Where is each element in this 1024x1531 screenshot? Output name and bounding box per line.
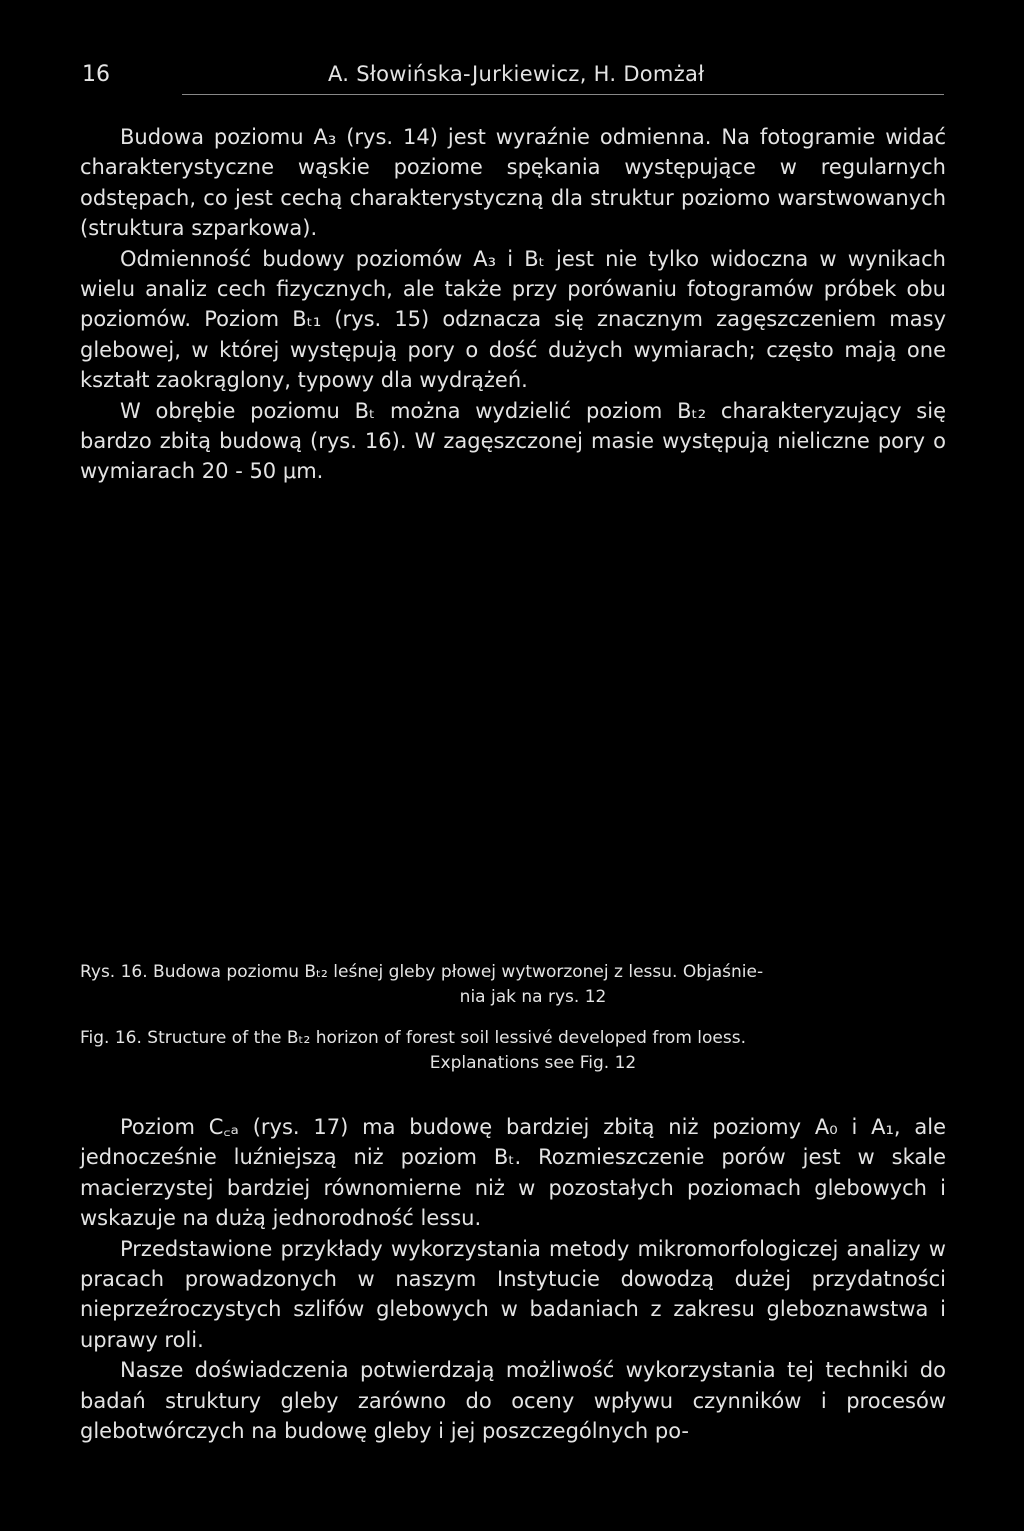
- figure-caption-english: [80, 1026, 946, 1076]
- paragraph: Przedstawione przykłady wykorzystania metody mikromorfologiczej analizy w pracach prowadzonych w naszym Instytucie dowodzą dużej przydatności nieprzeźroczystych szlifów glebowych w badaniach z zakresu gleboznawstwa i uprawy roli.: [80, 1236, 946, 1352]
- paragraph: W obrębie poziomu Bₜ można wydzielić poziom Bₜ₂ charakteryzujący się bardzo zbitą budową (rys. 16). W zagęszczonej masie występują nieliczne pory o wymiarach 20 - 50 μm.: [80, 398, 946, 484]
- running-head: A. Słowińska-Jurkiewicz, H. Domżał: [328, 62, 705, 86]
- page-header: [0, 58, 1024, 98]
- figure-photograph: [80, 510, 946, 940]
- caption-line: Rys. 16. Budowa poziomu Bₜ₂ leśnej gleby płowej wytworzonej z lessu. Objaśnie-: [80, 962, 764, 982]
- paragraph: Nasze doświadczenia potwierdzają możliwość wykorzystania tej techniki do badań struktury gleby zarówno do oceny wpływu czynników i procesów glebotwórczych na budowę gleby i jej poszczególnych po-: [80, 1358, 946, 1444]
- caption-line: Fig. 16. Structure of the Bₜ₂ horizon of forest soil lessivé developed from loess.: [80, 1028, 746, 1048]
- caption-line: Explanations see Fig. 12: [429, 1053, 637, 1073]
- header-rule: [182, 94, 944, 95]
- paragraph: Poziom C꜀ₐ (rys. 17) ma budowę bardziej zbitą niż poziomy A₀ i A₁, ale jednocześnie luźniejszą niż poziom Bₜ. Rozmieszczenie porów jest w skale macierzystej bardziej równomierne niż w pozostałych poziomach glebowych i wskazuje na dużą jednorodność lessu.: [80, 1115, 946, 1231]
- paragraph: Budowa poziomu A₃ (rys. 14) jest wyraźnie odmienna. Na fotogramie widać charakterystyczne wąskie poziome spękania występujące w regularnych odstępach, co jest cechą charakterystyczną dla struktur poziomo warstwowanych (struktura szparkowa).: [80, 125, 946, 241]
- caption-line: nia jak na rys. 12: [459, 987, 607, 1007]
- page-number: 16: [82, 62, 110, 87]
- figure-caption-polish: [80, 960, 946, 1010]
- paragraph: Odmienność budowy poziomów A₃ i Bₜ jest nie tylko widoczna w wynikach wielu analiz cech fizycznych, ale także przy porówaniu fotogramów próbek obu poziomów. Poziom Bₜ₁ (rys. 15) odznacza się znacznym zagęszczeniem masy glebowej, w której występują pory o dość dużych wymiarach; często mają one kształt zaokrąglony, typowy dla wydrążeń.: [80, 246, 946, 393]
- body-text-top: [80, 122, 946, 487]
- body-text-bottom: [80, 1112, 946, 1446]
